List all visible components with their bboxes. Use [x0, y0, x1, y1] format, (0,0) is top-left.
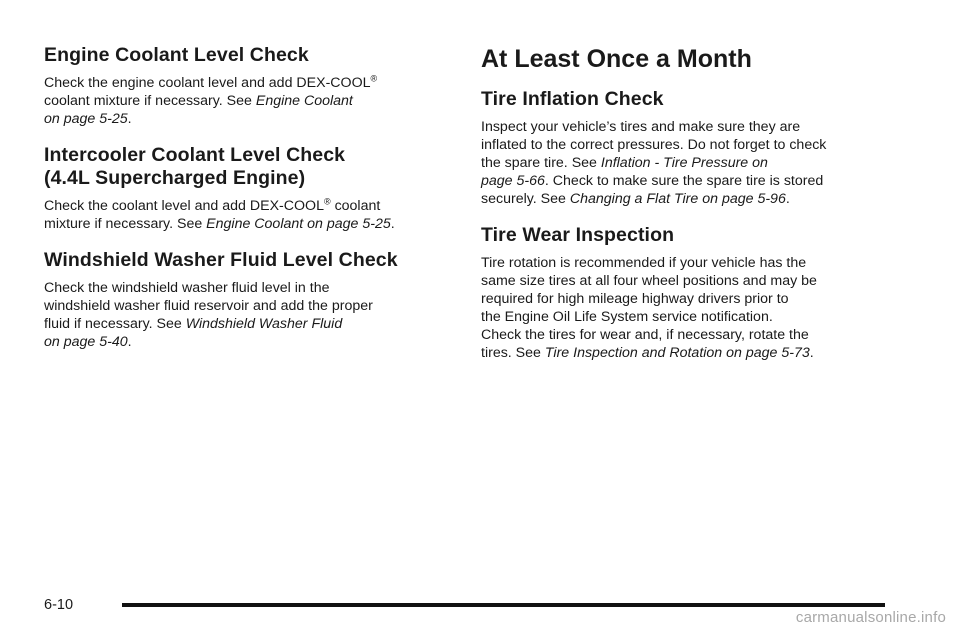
- text: same size tires at all four wheel positions and may be: [481, 273, 817, 289]
- text: coolant mixture if necessary. See: [44, 93, 256, 109]
- text: tires. See: [481, 345, 545, 361]
- ref-engine-coolant[interactable]: Engine Coolant: [255, 93, 353, 109]
- ref-washer-fluid-page[interactable]: on page 5-40: [44, 334, 128, 350]
- footer-rule: [122, 603, 885, 607]
- para-engine-coolant: [44, 74, 444, 128]
- ref-engine-coolant-2[interactable]: Engine Coolant on page 5-25: [206, 216, 391, 232]
- text: securely. See: [481, 191, 570, 207]
- text: coolant: [334, 198, 381, 214]
- para-tire-inflation: [481, 118, 901, 208]
- page-number: 6-10: [44, 597, 74, 613]
- ref-inflation-page[interactable]: page 5-66: [481, 173, 545, 189]
- text: .: [127, 111, 132, 127]
- heading-engine-coolant: Engine Coolant Level Check: [44, 44, 309, 66]
- section-tire-wear: [481, 224, 901, 362]
- text: Check the coolant level and add DEX-COOL: [44, 198, 324, 214]
- watermark: carmanualsonline.info: [795, 609, 946, 626]
- section-intercooler-coolant: [44, 144, 444, 233]
- ref-flat-tire[interactable]: Changing a Flat Tire on page 5-96: [569, 191, 786, 207]
- heading-intercooler: [44, 144, 444, 190]
- text: .: [127, 334, 132, 350]
- ref-washer-fluid[interactable]: Windshield Washer Fluid: [185, 316, 343, 332]
- text: .: [809, 345, 814, 361]
- text: Inspect your vehicle’s tires and make sure they are: [481, 119, 801, 135]
- text: the spare tire. See: [481, 155, 601, 171]
- left-column: [44, 44, 444, 367]
- text: Check the engine coolant level and add DEX-COOL: [44, 75, 371, 91]
- ref-engine-coolant-page[interactable]: on page 5-25: [44, 111, 128, 127]
- section-tire-inflation: [481, 88, 901, 208]
- right-column: [481, 44, 901, 378]
- registered-mark: ®: [370, 73, 378, 84]
- text: Check the windshield washer fluid level in the: [44, 280, 330, 296]
- heading-tire-inflation: Tire Inflation Check: [481, 88, 664, 110]
- text: Tire rotation is recommended if your vehicle has the: [481, 255, 807, 271]
- section-washer-fluid: [44, 249, 444, 351]
- ref-inflation-pressure[interactable]: Inflation - Tire Pressure on: [600, 155, 768, 171]
- heading-tire-wear: Tire Wear Inspection: [481, 224, 675, 246]
- section-engine-coolant: [44, 44, 444, 128]
- heading-washer-fluid: Windshield Washer Fluid Level Check: [44, 249, 398, 271]
- text: windshield washer fluid reservoir and add the proper: [44, 298, 373, 314]
- registered-mark: ®: [323, 196, 331, 207]
- text: fluid if necessary. See: [44, 316, 186, 332]
- text: .: [390, 216, 395, 232]
- text: mixture if necessary. See: [44, 216, 207, 232]
- text: inflated to the correct pressures. Do not forget to check: [481, 137, 827, 153]
- heading-line: Intercooler Coolant Level Check: [44, 144, 346, 166]
- para-tire-wear: [481, 254, 901, 362]
- text: .: [785, 191, 790, 207]
- text: the Engine Oil Life System service notification.: [481, 309, 773, 325]
- page-title: At Least Once a Month: [481, 45, 752, 73]
- ref-tire-rotation[interactable]: Tire Inspection and Rotation on page 5-73: [544, 345, 810, 361]
- para-intercooler: [44, 197, 444, 233]
- heading-line: (4.4L Supercharged Engine): [44, 167, 306, 189]
- text: . Check to make sure the spare tire is stored: [544, 173, 824, 189]
- text: Check the tires for wear and, if necessary, rotate the: [481, 327, 809, 343]
- text: required for high mileage highway drivers prior to: [481, 291, 789, 307]
- para-washer-fluid: [44, 279, 444, 351]
